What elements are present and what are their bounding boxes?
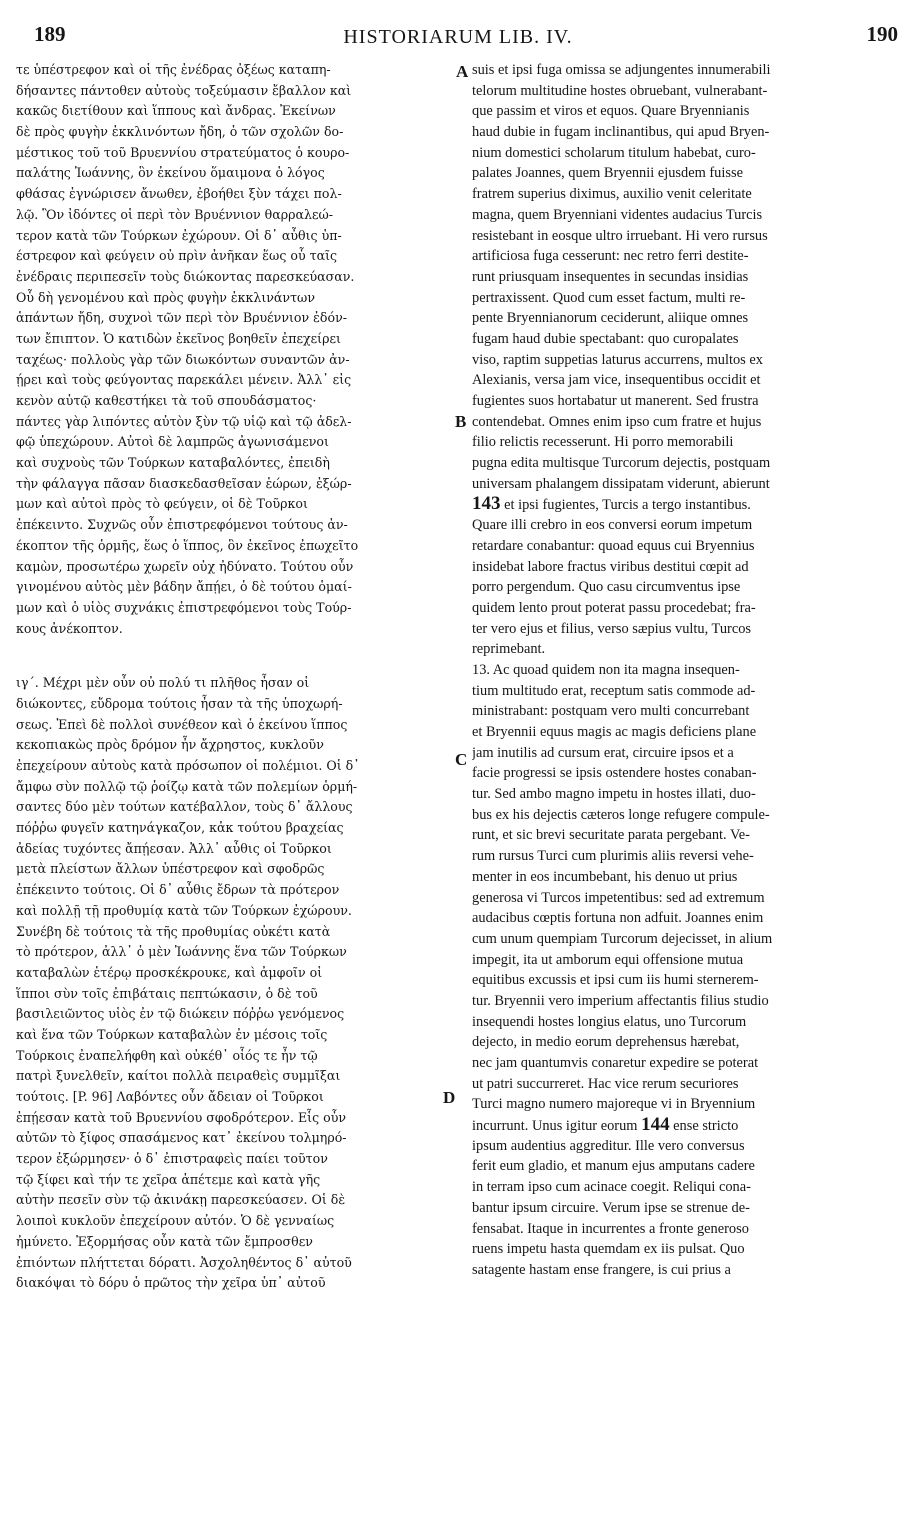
- text-line: facie progressi se ipsis ostendere hostes conaban-: [472, 765, 757, 782]
- marginal-number: 144: [641, 1114, 670, 1136]
- text-line: γινομένου αὐτὸς μὲν βάδην ἄπῄει, ὁ δὲ τούτου ὁμαί-: [16, 579, 352, 595]
- text-line: ἁπάντων ἤδη, συχνοὶ τῶν περὶ τὸν Βρυέννιον ἐδόν-: [16, 310, 347, 326]
- text-line: et Bryennii equus magis ac magis deficiens plane: [472, 724, 757, 740]
- text-line: ministrabant: postquam vero multi concurrebant: [472, 703, 750, 720]
- text-line: κους ἀνέκοπτον.: [16, 620, 123, 636]
- text-line: Quare illi crebro in eos conversi eorum impetum: [472, 517, 753, 534]
- text-line: ferit eum gladio, et manum ejus amputans cadere: [472, 1158, 755, 1175]
- page-number-right: 190: [866, 22, 898, 46]
- text-line: παλάτης Ἰωάννης, ὃν ἐκείνου ὅμαιμονα ὁ λόγος: [16, 165, 325, 181]
- text-line: insequendi hostes longius elatus, uno Turcorum: [472, 1013, 747, 1030]
- text-line: tur. Sed ambo magno impetu in hostes illati, duo-: [472, 786, 756, 803]
- margin-letter-d: D: [443, 1088, 456, 1107]
- text-line: resistebant in eosque ultro irruebant. Hi vero rursus: [472, 227, 768, 244]
- text-line: in terram ipso cum acinace coegit. Reliqui cona-: [472, 1179, 751, 1196]
- text-line: διώκοντες, εὔδρομα τούτοις ἦσαν τὰ τῆς ὑποχωρή-: [16, 695, 343, 711]
- text-line: pente Bryennianorum ceciderunt, aliique omnes: [472, 310, 749, 327]
- text-line: φθάσας ἐγνώρισεν ἄνωθεν, ἐβοήθει ξὺν τάχει πολ-: [16, 186, 342, 202]
- text-line: ἵπποι σὺν τοῖς ἐπιβάταις πεπτώκασιν, ὁ δὲ τοῦ: [16, 985, 318, 1001]
- text-line: ἐνέδραις περιπεσεῖν τοὺς διώκοντας παρεσκεύασαν.: [16, 268, 355, 284]
- text-line: φῷ ὑπεχώρουν. Αὐτοὶ δὲ λαμπρῶς ἀγωνισάμενοι: [16, 434, 329, 450]
- text-line: fugientes suos hortabatur ut manerent. Sed frustra: [472, 393, 759, 409]
- text-line: ruens impetu hasta quemdam ex iis pulsat. Quo: [472, 1241, 745, 1258]
- text-line: menter in eos incumbebant, his denuo ut prius: [472, 868, 738, 885]
- text-line: porro pergendum. Quo casu circumventus ipse: [472, 579, 741, 596]
- text-line: πάντες γὰρ λιπόντες αὐτὸν ξὺν τῷ υἱῷ καὶ τῷ ἀδελ-: [16, 413, 352, 429]
- text-line: καταβαλὼν ἑτέρῳ προσκέκρουκε, καὶ ἀμφοῖν οἱ: [16, 964, 323, 980]
- running-header: [18, 22, 898, 58]
- text-line: nium domestici scholarum titulum habebat, curo-: [472, 144, 756, 161]
- text-line: μετὰ πλείστων ἄλλων ὑπέστρεφον καὶ σφοδρῶς: [16, 861, 325, 877]
- text-line: dejecto, in medio eorum deprehensus hærebat,: [472, 1034, 740, 1051]
- text-line: pertraxissent. Quod cum esset factum, multi re-: [472, 289, 746, 306]
- text-line: quidem lento prout poterat passu procedebat; fra-: [472, 599, 756, 616]
- text-line: viso, raptim suppetias laturus accurrens, multos ex: [472, 351, 763, 368]
- text-line: ἐπεχείρουν αὐτοὺς κατὰ πρόσωπον οἱ πολέμιοι. Οἱ δ᾽: [16, 758, 360, 773]
- text-line: ἀδείας τυχόντες ἄπῄεσαν. Ἀλλ᾽ αὖθις οἱ Τοῦρκοι: [16, 840, 332, 856]
- text-line: διακόψαι τὸ δόρυ ὁ πρῶτος τὴν χεῖρα ὑπ᾽ αὐτοῦ: [16, 1275, 326, 1291]
- margin-letter-b: B: [455, 412, 467, 431]
- greek-column: [16, 60, 452, 1294]
- text-line: μων καὶ ὁ υἱὸς συχνάκις ἐπιστρεφόμενοι τοὺς Τούρ-: [16, 599, 352, 615]
- text-line: rum rursus Turci cum plurimis aliis reversi vehe-: [472, 848, 754, 865]
- margin-letter-a: A: [456, 62, 469, 81]
- text-line: τερον κατὰ τῶν Τούρκων ἐχώρουν. Οἱ δ᾽ αὖθις ὑπ-: [16, 227, 342, 243]
- text-line: ἐπέκειντο τούτοις. Οἱ δ᾽ αὖθις ἔδρων τὰ πρότερον: [16, 882, 340, 898]
- greek-paragraph-2: [16, 673, 452, 1294]
- text-line: ἐπιόντων πλήττεται δόρατι. Ἀσχοληθέντος δ᾽ αὐτοῦ: [16, 1254, 352, 1270]
- text-line: ut patri succurreret. Hac vice rerum securiores: [472, 1075, 739, 1092]
- text-line: τερον ἐξώρμησεν· ὁ δ᾽ ἐπιστραφεὶς παίει τοῦτον: [16, 1151, 328, 1167]
- text-line: 13. Ac quoad quidem non ita magna insequen-: [472, 661, 740, 678]
- marginal-number: 143: [472, 493, 501, 515]
- text-line: fratrem superius diximus, auxilio venit celeritate: [472, 186, 752, 203]
- text-line: runt priusquam insequentes in secundas insidias: [472, 268, 749, 285]
- text-line: Οὗ δὴ γενομένου καὶ πρὸς φυγὴν ἐκκλινάντων: [16, 289, 315, 305]
- text-line: impegit, ita ut amborum equi offensione mutua: [472, 951, 744, 968]
- text-line: τούτοις. [P. 96] Λαβόντες οὖν ἄδειαν οἱ Τοῦρκοι: [16, 1089, 324, 1104]
- latin-paragraph-2-cont: [472, 1136, 904, 1281]
- text-line: καὶ πολλῇ τῇ προθυμίᾳ κατὰ τῶν Τούρκων ἐχώρουν.: [16, 902, 352, 918]
- greek-paragraph-1: [16, 60, 452, 639]
- text-line: universam phalangem dissipatam viderunt, abierunt: [472, 475, 770, 492]
- text-line: δήσαντες πάντοθεν αὐτοὺς τοξεύμασιν ἔβαλλον καὶ: [16, 82, 352, 98]
- latin-column: [472, 60, 904, 1281]
- latin-paragraph-2: [472, 660, 904, 1115]
- text-line: Alexianis, versa jam vice, insequentibus occidit et: [472, 372, 761, 389]
- text-line: καμὼν, προσωτέρω χωρεῖν οὐχ ἠδύνατο. Τούτου οὖν: [16, 558, 354, 574]
- text-line: palates Joannes, quem Bryennii ejusdem fuisse: [472, 165, 743, 182]
- text-line: ἄμφω σὺν πολλῷ τῷ ῥοίζῳ κατὰ τῶν πολεμίων ὁρμή-: [16, 778, 358, 794]
- text-line: ιγ´. Μέχρι μὲν οὖν οὐ πολύ τι πλῆθος ἦσαν οἱ: [16, 675, 310, 691]
- text-line: ἠμύνετο. Ἐξορμήσας οὖν κατὰ τῶν ἔμπροσθεν: [16, 1233, 313, 1249]
- text-line: telorum multitudine hostes obruebant, vulnerabant-: [472, 82, 768, 99]
- running-title: HISTORIARUM LIB. IV.: [343, 26, 573, 48]
- text-line: λῷ. Ὃν ἰδόντες οἱ περὶ τὸν Βρυέννιον θαρραλεώ-: [16, 206, 334, 222]
- text-line: αὐτὴν πεσεῖν σὺν τῷ ἀκινάκῃ παρεσκεύασεν. Οἱ δὲ: [16, 1192, 346, 1208]
- text-line: tur. Bryennii vero imperium affectantis filius studio: [472, 992, 769, 1009]
- text-line: ter vero ejus et filius, verso sæpius vultu, Turcos: [472, 620, 752, 637]
- text-line: generosa vi Turcos impetentibus: sed ad extremum: [472, 889, 765, 906]
- text-line: insidebat labore fractus viribus destitui cœpit ad: [472, 558, 749, 575]
- text-line: καὶ ἕνα τῶν Τούρκων καταβαλὼν ἐν μέσοις τοῖς: [16, 1026, 328, 1042]
- text-line: suis et ipsi fuga omissa se adjungentes innumerabili: [472, 62, 771, 78]
- text-line: Turci magno numero majoreque vi in Bryennium: [472, 1096, 756, 1113]
- text-line: δὲ πρὸς φυγὴν ἐκκλινόντων ἤδη, ὁ τῶν σχολῶν δο-: [16, 124, 344, 140]
- text-line: έστρεφον καὶ φεύγειν οὐ πρὶν ἀνῆκαν ἕως οὗ ταῖς: [16, 248, 338, 264]
- text-line: πατρὶ ξυνελθεῖν, καίτοι πολλὰ πειραθεὶς συμμῖξαι: [16, 1068, 341, 1084]
- text-line: haud dubie in fugam inclinantibus, qui apud Bryen-: [472, 124, 770, 141]
- text-line: filio relictis recesserunt. Hi porro memorabili: [472, 434, 734, 451]
- text-line: satagente hastam ense frangere, is cui prius a: [472, 1261, 731, 1278]
- text-line: σεως. Ἐπεὶ δὲ πολλοὶ συνέθεον καὶ ὁ ἐκείνου ἵππος: [16, 716, 348, 732]
- margin-letter-c: C: [455, 750, 468, 769]
- text-line: μων καὶ αὐτοὶ πρὸς τὸ φεύγειν, οἱ δὲ Τοῦρκοι: [16, 496, 308, 512]
- text-line: πόῤῥω φυγεῖν κατηνάγκαζον, κἀκ τούτου βραχείας: [16, 820, 344, 836]
- latin-paragraph-1-cont: [472, 515, 904, 660]
- text-line: των ἔπιπτον. Ὁ κατιδὼν ἐκεῖνος βοηθεῖν ἐπεχείρει: [16, 330, 341, 346]
- text-line: τὴν φάλαγγα πᾶσαν διασκεδασθεῖσαν ἑώρων, ἐξώρ-: [16, 475, 352, 491]
- text-line: cum unum quempiam Turcorum dejecisset, in alium: [472, 930, 773, 947]
- text-line: reprimebant.: [472, 641, 546, 658]
- text-line: αὐτῶν τὸ ξίφος σπασάμενος κατ᾽ ἐκείνου τολμηρό-: [16, 1130, 347, 1146]
- text-line: κεκοπιακὼς πρὸς δρόμον ἦν ἄχρηστος, κυκλοῦν: [16, 737, 324, 753]
- text-line: pugna edita multisque Turcorum dejectis, postquam: [472, 455, 771, 472]
- text-line: retardare conabantur: quoad equus cui Bryennius: [472, 537, 755, 554]
- text-line: equitibus excussis et ipsi cum iis humi sternerem-: [472, 972, 759, 989]
- text-line: fensabat. Itaque in incurrentes a fronte generoso: [472, 1220, 749, 1237]
- text-line: ταχέως· πολλοὺς γὰρ τῶν διωκόντων συναντῶν ἀν-: [16, 351, 350, 367]
- text-line: τε ὑπέστρεφον καὶ οἱ τῆς ἐνέδρας ὀξέως καταπη-: [16, 62, 331, 77]
- text-line: μέστικος τοῦ τοῦ Βρυεννίου στρατεύματος ὁ κουρο-: [16, 144, 350, 160]
- text-line: ἐπέκειντο. Συχνῶς οὖν ἐπιστρεφόμενοι τούτους ἀν-: [16, 517, 348, 533]
- text-line: Συνέβη δὲ τούτοις τὰ τῆς προθυμίας οὐκέτι κατὰ: [16, 923, 331, 939]
- text-line: jam inutilis ad cursum erat, circuire ipsos et a: [472, 744, 734, 761]
- text-line: βασιλειῶντος υἱὸς ἐν τῷ διώκειν πόῤῥω γενόμενος: [16, 1006, 345, 1022]
- text-line: bus ex his dejectis cæteros longe refugere compule-: [472, 806, 770, 823]
- text-line: ipsum audentius aggreditur. Ille vero conversus: [472, 1137, 745, 1154]
- page-number-left: 189: [34, 22, 66, 46]
- text-line: fugam haud dubie spectabant: quo curopalates: [472, 330, 739, 347]
- text-line: nec jam quantumvis conaretur expedire se poterat: [472, 1055, 759, 1071]
- text-line: κακῶς διετίθουν καὶ ἵππους καὶ ἄνδρας. Ἐκείνων: [16, 103, 336, 119]
- text-line: bantur ipsum circuire. Verum ipse se strenue de-: [472, 1199, 750, 1216]
- text-line: κενὸν αὐτῷ καθεστήκει τὰ τοῦ σπουδάσματος·: [16, 393, 317, 408]
- text-line: τῷ ξίφει καὶ τήν τε χεῖρα ἀπέτεμε καὶ κατὰ γῆς: [16, 1171, 321, 1187]
- text-line: tium multitudo erat, receptum satis commode ad-: [472, 682, 756, 699]
- text-line: σαντες δύο μὲν τούτων κατέβαλλον, τοὺς δ᾽ ἄλλους: [16, 799, 353, 815]
- text-line: τὸ πρότερον, ἀλλ᾽ ὁ μὲν Ἰωάννης ἕνα τῶν Τούρκων: [16, 944, 347, 960]
- text-line: έκοπτον τῆς ὁρμῆς, ἕως ὁ ἵππος, ὃν ἐκεῖνος ἐπωχεῖτο: [16, 537, 359, 553]
- text-line: artificiosa fuga cesserunt: nec retro ferri destite-: [472, 248, 749, 265]
- text-line: ῄρει καὶ τοὺς φεύγοντας παρεκάλει μένειν. Ἀλλ᾽ εἰς: [16, 372, 352, 388]
- text-line: καὶ συχνοὺς τῶν Τούρκων καταβαλόντες, ἐπειδὴ: [16, 455, 330, 471]
- text-line: ἐπῄεσαν κατὰ τοῦ Βρυεννίου σφοδρότερον. Εἷς οὖν: [16, 1109, 347, 1125]
- text-line: Τούρκοις ἐναπελήφθη καὶ οὐκέθ᾽ οἷός τε ἦν τῷ: [16, 1047, 318, 1063]
- text-line: incurrunt. Unus igitur eorum 144 ense stricto: [472, 1114, 739, 1136]
- text-line: magna, quem Bryenniani videntes audacius Turcis: [472, 206, 763, 223]
- text-line: que passim et viros et equos. Quare Bryennianis: [472, 103, 750, 120]
- latin-paragraph-1: [472, 60, 904, 494]
- text-line: runt, et sic brevi securitate parata pergebant. Ve-: [472, 827, 750, 844]
- text-line: contendebat. Omnes enim ipso cum fratre et hujus: [472, 413, 762, 430]
- text-line: audacibus cœptis fortuna non adfuit. Joannes enim: [472, 910, 764, 927]
- text-line: λοιποὶ κυκλοῦν ἐπεχείρουν αὐτόν. Ὁ δὲ γενναίως: [16, 1213, 335, 1229]
- text-line: 143 et ipsi fugientes, Turcis a tergo instantibus.: [472, 493, 751, 515]
